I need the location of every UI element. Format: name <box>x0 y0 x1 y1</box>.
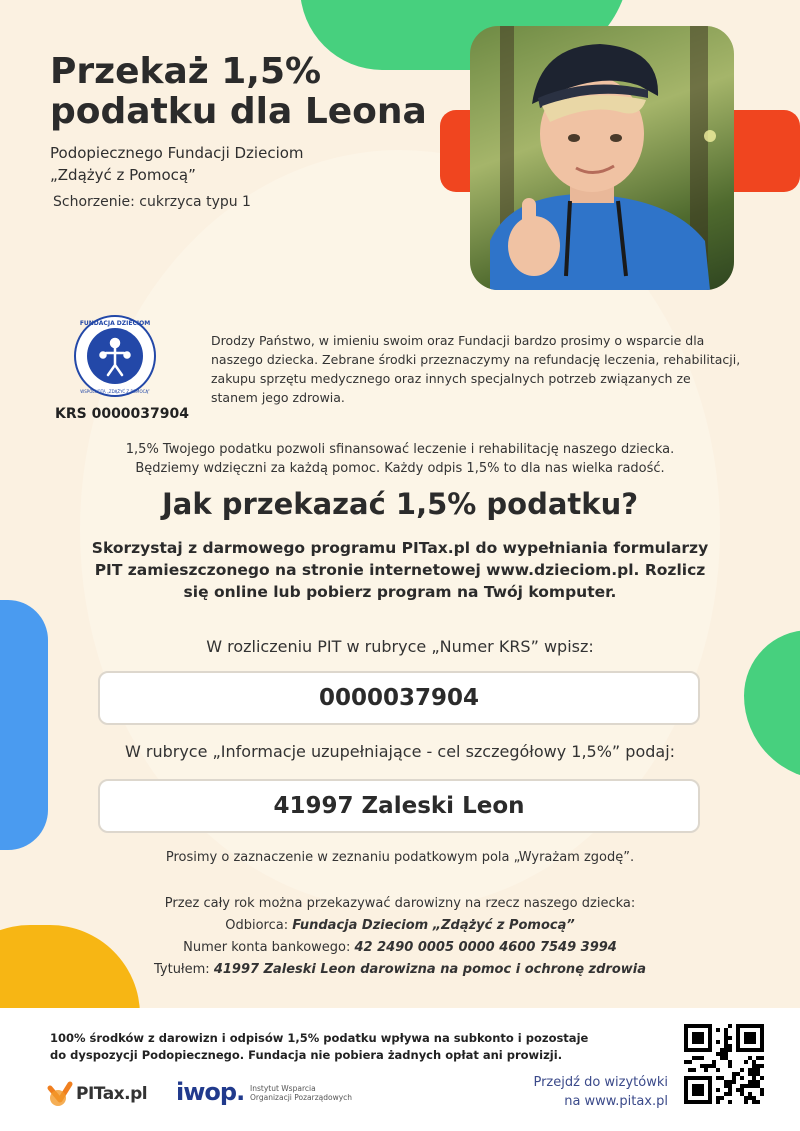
visit-line-2: na www.pitax.pl <box>564 1094 668 1109</box>
iwop-sub-line-2: Organizacji Pozarządowych <box>250 1093 353 1102</box>
pitax-icon <box>46 1080 74 1108</box>
subtitle-line-2: „Zdążyć z Pomocą” <box>50 166 196 184</box>
donation-recipient <box>0 915 800 937</box>
goal-value-box: 41997 Zaleski Leon <box>98 779 700 833</box>
footer-line-2: do dyspozycji Podopiecznego. Fundacja nie pobiera żadnych opłat ani prowizji. <box>50 1048 563 1062</box>
title-line-1: Przekaż 1,5% <box>50 51 322 92</box>
howto-heading: Jak przekazać 1,5% podatku? <box>161 487 639 521</box>
program-text: Skorzystaj z darmowego programu PITax.pl do wypełniania formularzy PIT zamieszczonego na stronie internetowej www.dzieciom.pl. Rozlicz się online lub pobierz program na Twój komputer. <box>91 539 709 601</box>
info-instruction: W rubryce „Informacje uzupełniające - cel szczegółowy 1,5%” podaj: <box>124 742 676 761</box>
qr-code[interactable] <box>684 1024 764 1104</box>
diagnosis: Schorzenie: cukrzyca typu 1 <box>53 194 251 210</box>
support-line-2: Będziemy wdzięczni za każdą pomoc. Każdy odpis 1,5% to dla nas wielka radość. <box>135 461 665 476</box>
title-label: Tytułem: <box>153 962 210 977</box>
iwop-logo[interactable]: iwop. <box>176 1078 245 1106</box>
child-photo <box>470 26 734 290</box>
foundation-logo <box>74 315 156 397</box>
donation-account <box>0 937 800 959</box>
subtitle-line-1: Podopiecznego Fundacji Dzieciom <box>50 144 304 162</box>
donation-title <box>0 959 800 981</box>
consent-text: Prosimy o zaznaczenie w zeznaniu podatkowym pola „Wyrażam zgodę”. <box>165 850 635 865</box>
support-text <box>0 440 800 478</box>
footer <box>0 1008 800 1131</box>
intro-text: Drodzy Państwo, w imieniu swoim oraz Fundacji bardzo prosimy o wsparcie dla naszego dziecka. Zebrane środki przeznaczymy na refundację leczenia, rehabilitacji, zakupu sprzętu medycznego oraz innych specjalnych potrzeb związanych ze stanem jego zdrowia. <box>211 333 741 405</box>
donation-intro: Przez cały rok można przekazywać darowizny na rzecz naszego dziecka: <box>164 896 636 911</box>
iwop-subtitle <box>250 1084 352 1102</box>
title-value: 41997 Zaleski Leon darowizna na pomoc i ochronę zdrowia <box>213 962 646 977</box>
visit-link[interactable] <box>520 1073 668 1111</box>
footer-line-1: 100% środków z darowizn i odpisów 1,5% podatku wpływa na subkonto i pozostaje <box>50 1031 589 1045</box>
iwop-sub-line-1: Instytut Wsparcia <box>250 1084 316 1093</box>
account-label: Numer konta bankowego: <box>183 940 351 955</box>
krs-instruction: W rozliczeniu PIT w rubryce „Numer KRS” wpisz: <box>206 637 594 656</box>
donation-section <box>0 893 800 981</box>
krs-value-box: 0000037904 <box>98 671 700 725</box>
logo-text-bottom: WSPÓLNOTA „ZDĄŻYĆ Z POMOCĄ” <box>80 389 150 394</box>
visit-line-1: Przejdź do wizytówki <box>533 1075 668 1090</box>
recipient-label: Odbiorca: <box>225 918 289 933</box>
page-title <box>50 52 450 132</box>
logo-text-top: FUNDACJA DZIECIOM <box>79 320 151 327</box>
krs-label: KRS 0000037904 <box>55 406 189 422</box>
recipient-value: Fundacja Dzieciom „Zdążyć z Pomocą” <box>292 918 575 933</box>
title-line-2: podatku dla Leona <box>50 91 427 132</box>
support-line-1: 1,5% Twojego podatku pozwoli sfinansować leczenie i rehabilitację naszego dziecka. <box>125 442 675 457</box>
footer-text <box>50 1030 590 1064</box>
account-value: 42 2490 0005 0000 4600 7549 3994 <box>354 940 617 955</box>
pitax-logo[interactable]: PITax.pl <box>76 1084 148 1104</box>
subtitle <box>50 142 410 186</box>
